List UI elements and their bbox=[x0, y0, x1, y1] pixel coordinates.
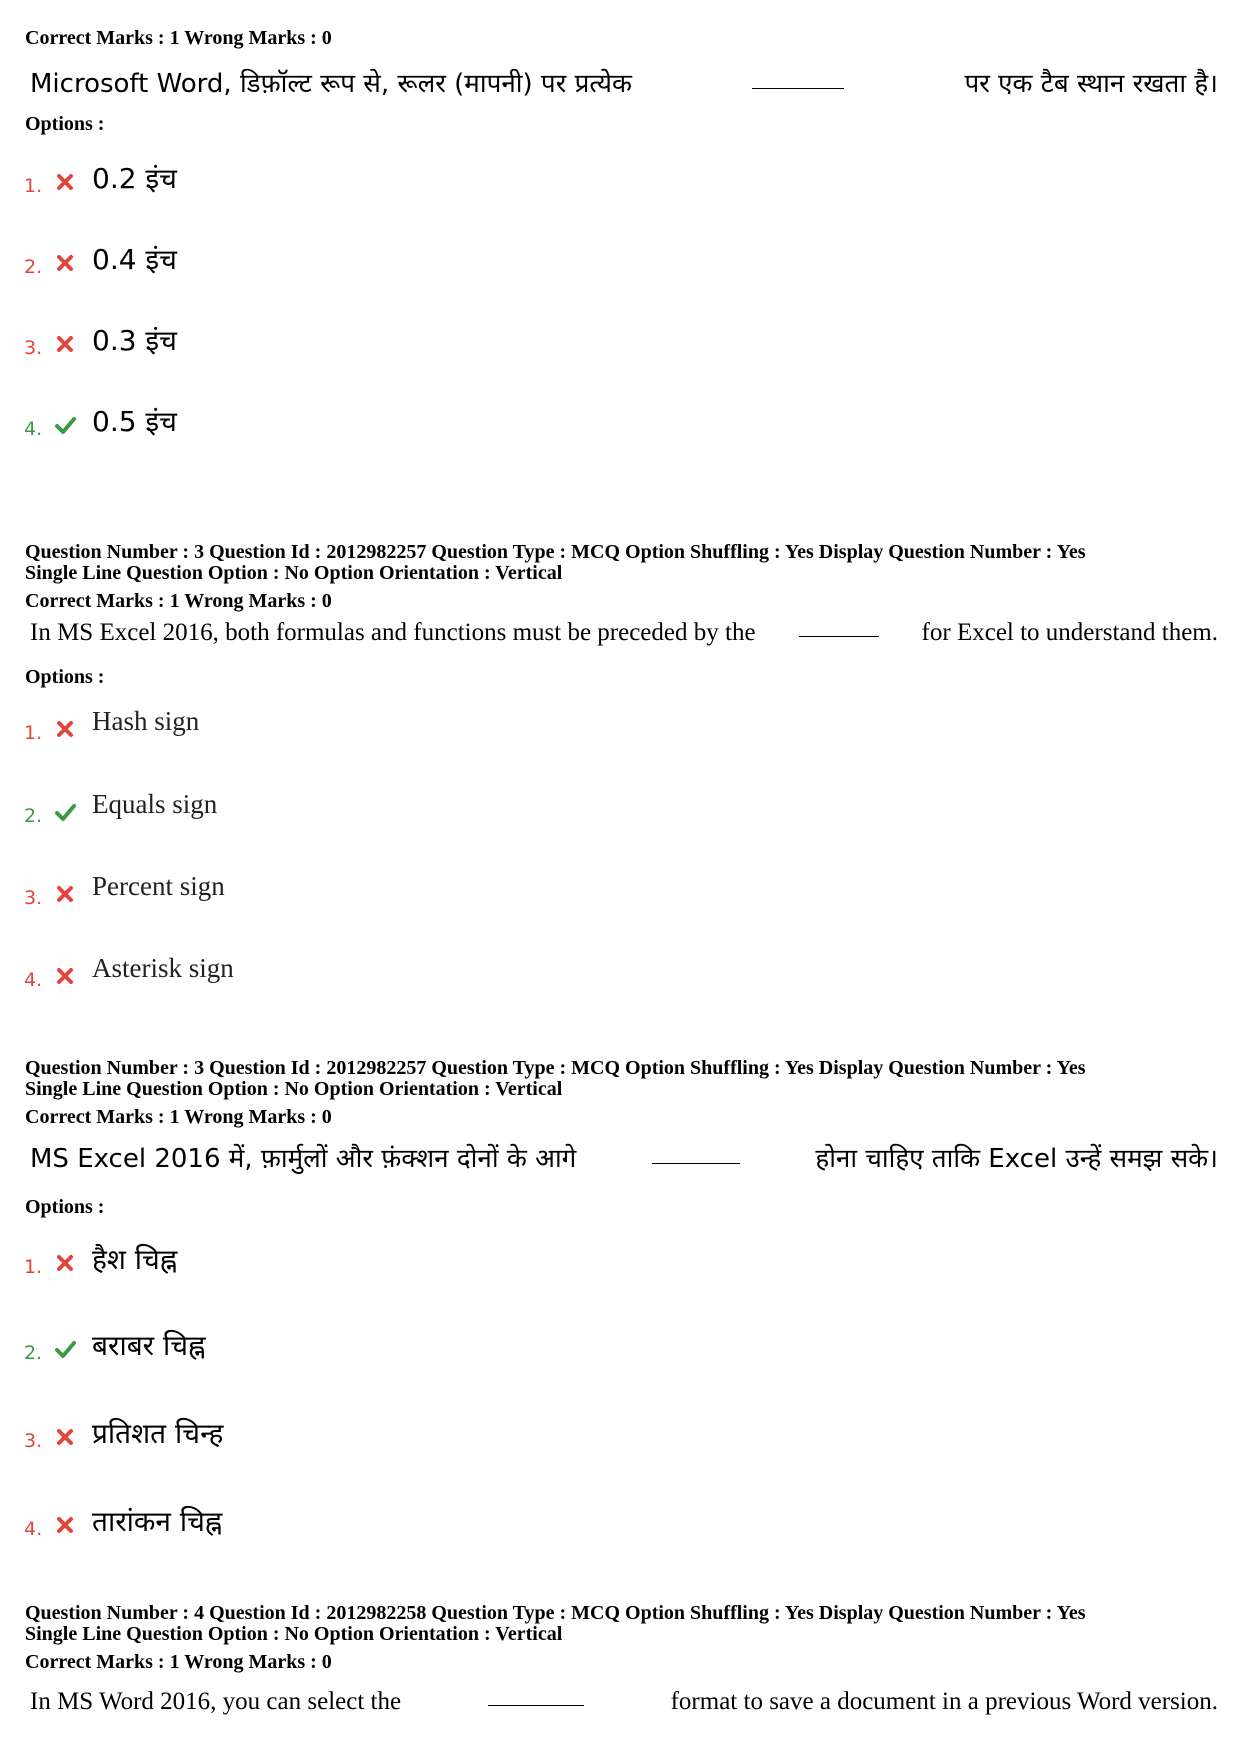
option-number: 3. bbox=[24, 887, 43, 909]
question-header-line-1: Question Number : 3 Question Id : 2012982257 Question Type : MCQ Option Shuffling : Yes Display Question Number : Yes bbox=[25, 1057, 1086, 1079]
cross-mark-icon bbox=[54, 1252, 76, 1274]
option-text: Asterisk sign bbox=[92, 953, 234, 983]
option-number: 1. bbox=[24, 175, 43, 197]
question-header-line-1: Question Number : 4 Question Id : 2012982258 Question Type : MCQ Option Shuffling : Yes Display Question Number : Yes bbox=[25, 1602, 1086, 1624]
question-text bbox=[30, 64, 1218, 100]
question-header-line-1: Question Number : 3 Question Id : 2012982257 Question Type : MCQ Option Shuffling : Yes Display Question Number : Yes bbox=[25, 541, 1086, 563]
options-label: Options : bbox=[25, 666, 105, 688]
option-number: 3. bbox=[24, 337, 43, 359]
option-text: प्रतिशत चिन्ह bbox=[92, 1417, 224, 1450]
option-number: 2. bbox=[24, 1342, 43, 1364]
answer-blank bbox=[752, 88, 844, 89]
option-number: 1. bbox=[24, 722, 43, 744]
answer-blank bbox=[799, 636, 879, 637]
question-text-before: In MS Excel 2016, both formulas and functions must be preceded by the bbox=[30, 619, 756, 646]
option-text: Percent sign bbox=[92, 871, 225, 901]
question-text-before: MS Excel 2016 में, फ़ार्मुलों और फ़ंक्शन दोनों के आगे bbox=[30, 1144, 577, 1174]
check-mark-icon bbox=[54, 1338, 76, 1360]
question-text-before: In MS Word 2016, you can select the bbox=[30, 1688, 402, 1715]
answer-blank bbox=[488, 1705, 584, 1706]
option-number: 4. bbox=[24, 969, 43, 991]
option-number: 4. bbox=[24, 1518, 43, 1540]
cross-mark-icon bbox=[54, 1426, 76, 1448]
option-text: 0.4 इंच bbox=[92, 243, 177, 276]
question-text bbox=[30, 1139, 1218, 1175]
option-text: 0.5 इंच bbox=[92, 405, 177, 438]
option-text: Equals sign bbox=[92, 789, 218, 819]
question-text-after: पर एक टैब स्थान रखता है। bbox=[964, 69, 1218, 99]
cross-mark-icon bbox=[54, 883, 76, 905]
question-text-before: Microsoft Word, डिफ़ॉल्ट रूप से, रूलर (मापनी) पर प्रत्येक bbox=[30, 69, 632, 99]
option-number: 3. bbox=[24, 1430, 43, 1452]
cross-mark-icon bbox=[54, 333, 76, 355]
check-mark-icon bbox=[54, 801, 76, 823]
question-text bbox=[30, 619, 1218, 647]
option-text: तारांकन चिह्न bbox=[92, 1505, 223, 1538]
question-header-line-2: Single Line Question Option : No Option Orientation : Vertical bbox=[25, 562, 563, 584]
option-text: हैश चिह्न bbox=[92, 1243, 178, 1276]
options-label: Options : bbox=[25, 113, 105, 135]
option-number: 4. bbox=[24, 418, 43, 440]
question-header-line-2: Single Line Question Option : No Option Orientation : Vertical bbox=[25, 1078, 563, 1100]
option-number: 1. bbox=[24, 1256, 43, 1278]
cross-mark-icon bbox=[54, 718, 76, 740]
cross-mark-icon bbox=[54, 171, 76, 193]
marks-line: Correct Marks : 1 Wrong Marks : 0 bbox=[25, 1651, 332, 1673]
option-text: 0.3 इंच bbox=[92, 324, 177, 357]
option-text: 0.2 इंच bbox=[92, 162, 177, 195]
check-mark-icon bbox=[54, 414, 76, 436]
question-text-after: format to save a document in a previous Word version. bbox=[670, 1688, 1218, 1715]
option-number: 2. bbox=[24, 256, 43, 278]
question-text-after: होना चाहिए ताकि Excel उन्हें समझ सके। bbox=[815, 1144, 1218, 1174]
question-header-line-2: Single Line Question Option : No Option Orientation : Vertical bbox=[25, 1623, 563, 1645]
option-text: Hash sign bbox=[92, 706, 200, 736]
marks-line: Correct Marks : 1 Wrong Marks : 0 bbox=[25, 590, 332, 612]
cross-mark-icon bbox=[54, 965, 76, 987]
option-number: 2. bbox=[24, 805, 43, 827]
cross-mark-icon bbox=[54, 1514, 76, 1536]
cross-mark-icon bbox=[54, 252, 76, 274]
question-text bbox=[30, 1688, 1218, 1716]
question-text-after: for Excel to understand them. bbox=[921, 619, 1218, 646]
marks-line: Correct Marks : 1 Wrong Marks : 0 bbox=[25, 27, 332, 49]
answer-blank bbox=[652, 1163, 740, 1164]
marks-line: Correct Marks : 1 Wrong Marks : 0 bbox=[25, 1106, 332, 1128]
options-label: Options : bbox=[25, 1196, 105, 1218]
option-text: बराबर चिह्न bbox=[92, 1329, 206, 1362]
